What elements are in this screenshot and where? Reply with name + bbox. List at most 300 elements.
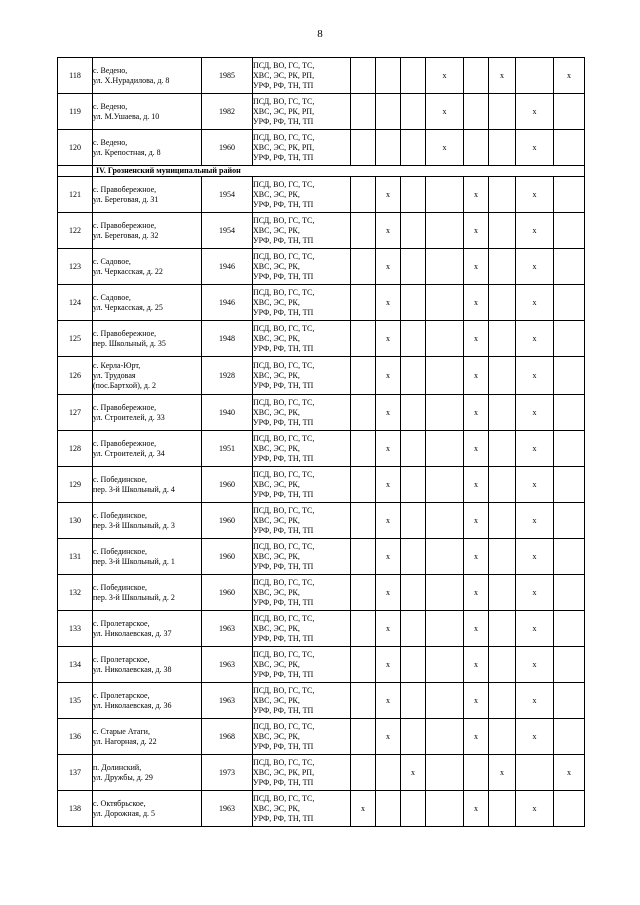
year-mark-cell [376,755,401,791]
address-line: ул. Нагорная, д. 22 [93,736,157,746]
works-line: ПСД, ВО, ГС, ТС, [253,433,315,443]
year-mark-cell: x [554,755,585,791]
year-mark-cell: x [554,58,585,94]
year-mark-cell: x [376,683,401,719]
year-mark-cell [401,503,426,539]
year-mark-cell: x [464,647,489,683]
year-mark-cell [464,130,489,166]
year-mark-cell [554,611,585,647]
year-mark-cell [351,94,376,130]
year-mark-cell: x [464,539,489,575]
year-mark-cell: x [376,503,401,539]
row-number: 128 [58,431,93,467]
address-cell [93,683,202,719]
year-mark-cell [426,647,464,683]
year-mark-cell [351,395,376,431]
address-cell [93,94,202,130]
year-mark-cell [489,467,516,503]
works-line: ПСД, ВО, ГС, ТС, [253,721,315,731]
works-line: ХВС, ЭС, РК, РП, [253,106,315,116]
year-built: 1960 [202,503,253,539]
table-row [58,719,585,755]
address-line: с. Правобережное, [93,220,157,230]
works-line: ПСД, ВО, ГС, ТС, [253,649,315,659]
works-list [253,357,351,395]
section-empty-cell [58,166,93,177]
works-line: УРФ, РФ, ТН, ТП [253,380,314,390]
works-line: ПСД, ВО, ГС, ТС, [253,793,315,803]
works-line: УРФ, РФ, ТН, ТП [253,633,314,643]
year-mark-cell: x [426,94,464,130]
table-row [58,94,585,130]
year-mark-cell: x [376,285,401,321]
year-mark-cell [426,791,464,827]
year-mark-cell: x [516,611,554,647]
year-mark-cell [401,719,426,755]
year-mark-cell [401,431,426,467]
year-mark-cell [554,683,585,719]
year-mark-cell [426,611,464,647]
address-cell [93,719,202,755]
year-mark-cell [401,575,426,611]
works-list [253,395,351,431]
works-line: УРФ, РФ, ТН, ТП [253,489,314,499]
works-line: ХВС, ЭС, РК, [253,515,300,525]
year-mark-cell: x [376,467,401,503]
address-line: с. Пролетарское, [93,654,150,664]
year-mark-cell [376,791,401,827]
address-cell [93,791,202,827]
year-mark-cell [554,503,585,539]
works-line: ХВС, ЭС, РК, [253,189,300,199]
works-line: ПСД, ВО, ГС, ТС, [253,469,315,479]
year-mark-cell: x [376,647,401,683]
works-line: ХВС, ЭС, РК, РП, [253,767,315,777]
table-row [58,177,585,213]
row-number: 134 [58,647,93,683]
address-line: с. Побединское, [93,474,148,484]
year-mark-cell: x [376,395,401,431]
year-mark-cell [351,719,376,755]
page-number: 8 [317,28,323,40]
year-mark-cell [426,213,464,249]
works-line: УРФ, РФ, ТН, ТП [253,271,314,281]
works-line: ПСД, ВО, ГС, ТС, [253,96,315,106]
address-line: ул. Николаевская, д. 37 [93,628,172,638]
address-line: с. Побединское, [93,546,148,556]
year-mark-cell: x [376,431,401,467]
year-mark-cell [426,249,464,285]
year-built: 1963 [202,611,253,647]
year-mark-cell [426,467,464,503]
year-mark-cell [351,285,376,321]
address-line: с. Керла-Юрт, [93,360,141,370]
address-line: с. Садовое, [93,256,131,266]
year-mark-cell [489,94,516,130]
works-list [253,539,351,575]
works-line: УРФ, РФ, ТН, ТП [253,343,314,353]
year-mark-cell [351,467,376,503]
housing-register-table [57,57,585,827]
address-cell [93,58,202,94]
section-header-row [58,166,585,177]
year-mark-cell [516,58,554,94]
year-mark-cell: x [464,431,489,467]
year-mark-cell [351,647,376,683]
year-mark-cell [426,683,464,719]
works-line: УРФ, РФ, ТН, ТП [253,705,314,715]
works-list [253,249,351,285]
year-built: 1963 [202,647,253,683]
year-mark-cell: x [464,683,489,719]
works-line: УРФ, РФ, ТН, ТП [253,669,314,679]
works-line: ПСД, ВО, ГС, ТС, [253,613,315,623]
year-mark-cell [464,58,489,94]
works-line: ХВС, ЭС, РК, [253,551,300,561]
year-built: 1951 [202,431,253,467]
year-mark-cell [351,177,376,213]
works-line: ХВС, ЭС, РК, [253,659,300,669]
year-mark-cell [554,431,585,467]
year-mark-cell: x [426,130,464,166]
year-built: 1940 [202,395,253,431]
address-cell [93,285,202,321]
year-mark-cell [554,467,585,503]
row-number: 132 [58,575,93,611]
address-line: с. Ведено, [93,65,128,75]
year-mark-cell: x [464,395,489,431]
year-mark-cell [426,431,464,467]
address-line: ул. Крепостная, д. 8 [93,147,161,157]
year-mark-cell: x [464,719,489,755]
address-cell [93,503,202,539]
year-built: 1928 [202,357,253,395]
year-mark-cell [426,357,464,395]
year-mark-cell: x [464,177,489,213]
year-mark-cell [554,321,585,357]
year-mark-cell: x [464,285,489,321]
row-number: 127 [58,395,93,431]
year-built: 1948 [202,321,253,357]
works-list [253,213,351,249]
works-line: ХВС, ЭС, РК, [253,407,300,417]
works-line: ПСД, ВО, ГС, ТС, [253,179,315,189]
works-line: ХВС, ЭС, РК, [253,731,300,741]
year-mark-cell [516,755,554,791]
works-list [253,321,351,357]
works-line: ПСД, ВО, ГС, ТС, [253,577,315,587]
year-mark-cell: x [464,357,489,395]
year-mark-cell [489,647,516,683]
year-built: 1960 [202,130,253,166]
address-line: пер. 3-й Школьный, д. 1 [93,556,175,566]
works-line: УРФ, РФ, ТН, ТП [253,813,314,823]
address-line: ул. Николаевская, д. 38 [93,664,172,674]
row-number: 125 [58,321,93,357]
year-mark-cell [426,285,464,321]
year-mark-cell: x [516,503,554,539]
address-line: ул. Черкасская, д. 25 [93,302,163,312]
year-mark-cell [351,357,376,395]
year-mark-cell [401,249,426,285]
address-cell [93,575,202,611]
year-mark-cell [426,321,464,357]
year-mark-cell [489,431,516,467]
year-mark-cell [489,539,516,575]
works-line: ХВС, ЭС, РК, [253,803,300,813]
year-built: 1973 [202,755,253,791]
year-mark-cell [351,58,376,94]
works-list [253,130,351,166]
works-line: ПСД, ВО, ГС, ТС, [253,251,315,261]
address-line: с. Правобережное, [93,328,157,338]
year-built: 1954 [202,177,253,213]
works-line: УРФ, РФ, ТН, ТП [253,741,314,751]
year-mark-cell [489,503,516,539]
works-list [253,683,351,719]
works-line: ПСД, ВО, ГС, ТС, [253,215,315,225]
address-cell [93,755,202,791]
year-mark-cell: x [516,249,554,285]
table-row [58,683,585,719]
year-mark-cell: x [516,395,554,431]
year-mark-cell: x [516,321,554,357]
year-mark-cell: x [516,575,554,611]
works-line: ХВС, ЭС, РК, [253,297,300,307]
year-mark-cell [489,395,516,431]
year-mark-cell: x [464,611,489,647]
year-mark-cell [401,130,426,166]
year-mark-cell [554,575,585,611]
year-mark-cell [489,177,516,213]
year-built: 1963 [202,791,253,827]
year-mark-cell: x [464,791,489,827]
year-mark-cell [351,683,376,719]
year-mark-cell [554,94,585,130]
year-mark-cell [426,177,464,213]
year-mark-cell: x [489,755,516,791]
works-line: ХВС, ЭС, РК, РП, [253,142,315,152]
address-line: с. Правобережное, [93,184,157,194]
year-mark-cell: x [516,285,554,321]
address-cell [93,249,202,285]
address-line: (пос.Бартхой), д. 2 [93,380,156,390]
year-built: 1968 [202,719,253,755]
year-mark-cell [401,791,426,827]
year-mark-cell: x [516,647,554,683]
works-list [253,611,351,647]
address-line: ул. Береговая, д. 32 [93,230,159,240]
works-line: УРФ, РФ, ТН, ТП [253,80,314,90]
row-number: 120 [58,130,93,166]
table-row [58,755,585,791]
year-mark-cell: x [376,539,401,575]
year-mark-cell: x [516,431,554,467]
works-list [253,503,351,539]
address-cell [93,395,202,431]
row-number: 133 [58,611,93,647]
year-mark-cell [489,130,516,166]
year-mark-cell [489,213,516,249]
works-list [253,755,351,791]
year-mark-cell: x [401,755,426,791]
year-mark-cell: x [376,611,401,647]
table-row [58,611,585,647]
works-list [253,431,351,467]
year-mark-cell [426,539,464,575]
works-line: УРФ, РФ, ТН, ТП [253,116,314,126]
year-built: 1960 [202,539,253,575]
row-number: 137 [58,755,93,791]
table-row [58,539,585,575]
year-built: 1954 [202,213,253,249]
works-line: ХВС, ЭС, РК, [253,587,300,597]
row-number: 121 [58,177,93,213]
address-cell [93,431,202,467]
works-line: ХВС, ЭС, РК, [253,261,300,271]
year-mark-cell [376,58,401,94]
address-line: ул. Черкасская, д. 22 [93,266,163,276]
year-mark-cell [351,130,376,166]
works-line: УРФ, РФ, ТН, ТП [253,199,314,209]
year-mark-cell [401,285,426,321]
works-line: ПСД, ВО, ГС, ТС, [253,541,315,551]
table-row [58,213,585,249]
year-mark-cell [426,575,464,611]
row-number: 124 [58,285,93,321]
row-number: 119 [58,94,93,130]
address-line: ул. Строителей, д. 33 [93,412,165,422]
table-row [58,467,585,503]
year-mark-cell [426,719,464,755]
year-mark-cell [489,611,516,647]
works-line: УРФ, РФ, ТН, ТП [253,417,314,427]
table-row [58,503,585,539]
row-number: 131 [58,539,93,575]
year-mark-cell: x [376,177,401,213]
year-mark-cell [464,755,489,791]
works-line: ХВС, ЭС, РК, РП, [253,70,315,80]
year-mark-cell [554,177,585,213]
year-mark-cell [554,647,585,683]
year-mark-cell [489,683,516,719]
address-line: с. Ведено, [93,137,128,147]
row-number: 135 [58,683,93,719]
address-line: с. Старые Атаги, [93,726,150,736]
year-mark-cell [351,503,376,539]
year-mark-cell [554,791,585,827]
year-mark-cell [401,467,426,503]
works-list [253,58,351,94]
year-mark-cell [401,357,426,395]
works-line: УРФ, РФ, ТН, ТП [253,235,314,245]
row-number: 123 [58,249,93,285]
year-mark-cell: x [464,213,489,249]
works-list [253,285,351,321]
year-mark-cell: x [516,539,554,575]
year-mark-cell [401,94,426,130]
year-mark-cell [401,321,426,357]
address-line: ул. Х.Нурадилова, д. 8 [93,75,170,85]
year-mark-cell: x [376,357,401,395]
works-line: ПСД, ВО, ГС, ТС, [253,505,315,515]
works-line: УРФ, РФ, ТН, ТП [253,525,314,535]
address-line: с. Побединское, [93,582,148,592]
address-line: с. Побединское, [93,510,148,520]
year-mark-cell [401,611,426,647]
year-mark-cell [401,177,426,213]
year-mark-cell [489,575,516,611]
year-mark-cell: x [516,177,554,213]
year-mark-cell [401,683,426,719]
year-mark-cell: x [376,321,401,357]
table-row [58,249,585,285]
works-line: ПСД, ВО, ГС, ТС, [253,360,315,370]
address-line: с. Садовое, [93,292,131,302]
year-mark-cell [554,249,585,285]
year-mark-cell: x [489,58,516,94]
year-mark-cell: x [516,719,554,755]
year-mark-cell: x [376,575,401,611]
row-number: 136 [58,719,93,755]
works-list [253,575,351,611]
address-cell [93,539,202,575]
works-line: ХВС, ЭС, РК, [253,443,300,453]
row-number: 130 [58,503,93,539]
year-mark-cell [351,611,376,647]
year-mark-cell [489,791,516,827]
address-line: пер. 3-й Школьный, д. 4 [93,484,175,494]
year-mark-cell: x [516,213,554,249]
year-mark-cell [401,395,426,431]
works-line: ХВС, ЭС, РК, [253,225,300,235]
year-mark-cell: x [376,249,401,285]
year-mark-cell [489,719,516,755]
table-row [58,58,585,94]
address-cell [93,213,202,249]
year-mark-cell [426,755,464,791]
address-line: п. Долинский, [93,762,142,772]
year-mark-cell [554,357,585,395]
address-line: ул. Дружбы, д. 29 [93,772,153,782]
year-mark-cell: x [426,58,464,94]
table-row [58,285,585,321]
year-built: 1960 [202,467,253,503]
year-mark-cell [554,213,585,249]
address-cell [93,467,202,503]
year-built: 1960 [202,575,253,611]
works-list [253,94,351,130]
row-number: 126 [58,357,93,395]
address-line: ул. Береговая, д. 31 [93,194,159,204]
year-mark-cell: x [516,94,554,130]
row-number: 138 [58,791,93,827]
year-mark-cell [554,719,585,755]
year-mark-cell [351,755,376,791]
year-mark-cell [554,130,585,166]
year-mark-cell [351,321,376,357]
year-mark-cell [426,395,464,431]
year-mark-cell: x [464,575,489,611]
year-mark-cell [401,213,426,249]
address-line: с. Октябрьское, [93,798,146,808]
year-mark-cell [401,539,426,575]
address-line: ул. Николаевская, д. 36 [93,700,172,710]
address-line: ул. Трудовая [93,370,136,380]
row-number: 118 [58,58,93,94]
address-cell [93,321,202,357]
year-mark-cell [351,249,376,285]
